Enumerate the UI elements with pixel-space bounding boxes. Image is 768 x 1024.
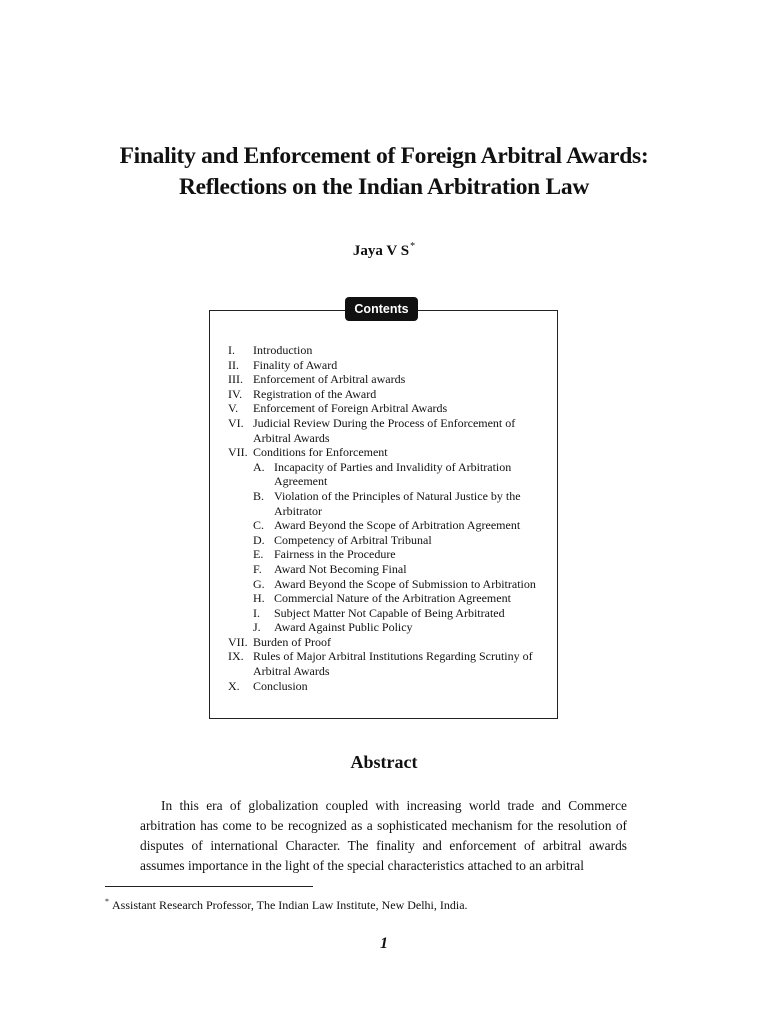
toc-item [228,679,548,694]
toc-sub-number: D. [253,532,265,547]
contents-label: Contents [345,297,418,321]
toc-number: VI. [228,415,244,430]
title-line-1: Finality and Enforcement of Foreign Arbitral Awards: [119,143,649,169]
abstract-heading: Abstract [350,752,418,772]
toc-sub-label: Violation of the Principles of Natural Justice by the Arbitrator [274,488,521,518]
toc-subitem [228,460,548,489]
footnote [105,894,665,913]
paper-title [0,141,768,203]
toc-subitem [228,620,548,635]
toc-label: Judicial Review During the Process of Enforcement of Arbitral Awards [253,415,516,445]
footnote-text: Assistant Research Professor, The Indian Law Institute, New Delhi, India. [112,898,468,912]
toc-item [228,358,548,373]
toc-number: IX. [228,649,244,664]
title-line-2: Reflections on the Indian Arbitration Law [178,174,590,200]
toc-label: Conditions for Enforcement [253,445,388,460]
toc-sub-label: Award Against Public Policy [274,620,413,635]
toc-item [228,416,548,445]
toc-number: VII. [228,634,248,649]
toc-sub-label: Incapacity of Parties and Invalidity of Arbitration Agreement [274,459,512,489]
toc-label: Introduction [253,343,313,357]
toc-sub-number: C. [253,518,265,533]
toc-number: IV. [228,386,243,401]
toc-number: VII. [228,445,248,460]
toc-subitem [228,489,548,518]
toc-number: I. [228,343,235,357]
toc-label: Finality of Award [253,357,338,372]
toc-sub-number: B. [253,488,265,503]
toc-number: V. [228,401,239,416]
toc-sub-number: H. [253,591,265,606]
toc-subitem [228,533,548,548]
toc-item [228,401,548,416]
toc-subitem [228,591,548,606]
toc-sub-number: A. [253,459,265,474]
toc-sub-label: Fairness in the Procedure [274,547,396,562]
toc-subitem [228,606,548,621]
page-number: 1 [380,935,388,952]
toc-sub-label: Subject Matter Not Capable of Being Arbitrated [274,605,505,620]
toc-subitem [228,577,548,592]
toc-sub-label: Award Beyond the Scope of Arbitration Agreement [274,518,521,533]
toc-sub-number: I. [253,605,260,620]
toc-sub-number: G. [253,576,265,591]
toc-sub-label: Competency of Arbitral Tribunal [274,532,432,547]
toc-label: Burden of Proof [253,634,331,649]
footnote-divider [105,886,313,887]
toc-item [228,387,548,402]
toc-item [228,445,548,460]
toc-number: II. [228,357,239,372]
author-line [0,238,768,260]
toc-sub-number: F. [253,561,262,576]
author-footnote-marker: * [410,241,416,252]
toc-number: X. [228,678,240,693]
toc-item [228,649,548,678]
toc-sub-label: Award Not Becoming Final [274,561,407,576]
footnote-marker: * [105,897,109,906]
toc-item [228,343,548,358]
toc-label: Enforcement of Foreign Arbitral Awards [253,401,448,416]
table-of-contents [228,343,548,693]
abstract-text: In this era of globalization coupled with increasing world trade and Commerce arbitration has come to be recognized as a sophisticated mechanism for the resolution of disputes of international Character. The finality and enforcement of arbitral awards assumes importance in the light of the special characteristics attached to an arbitral [140,798,627,873]
toc-label: Enforcement of Arbitral awards [253,372,406,387]
toc-label: Registration of the Award [253,386,377,401]
toc-number: III. [228,372,243,387]
toc-sub-label: Commercial Nature of the Arbitration Agreement [274,591,511,606]
toc-item [228,372,548,387]
toc-item [228,635,548,650]
toc-sub-number: J. [253,620,261,635]
author-name: Jaya V S [352,243,410,259]
toc-label: Rules of Major Arbitral Institutions Regarding Scrutiny of Arbitral Awards [253,649,533,679]
toc-label: Conclusion [253,678,308,693]
toc-sub-number: E. [253,547,264,562]
toc-sub-label: Award Beyond the Scope of Submission to Arbitration [274,576,536,591]
toc-subitem [228,518,548,533]
toc-subitem [228,547,548,562]
toc-subitem [228,562,548,577]
